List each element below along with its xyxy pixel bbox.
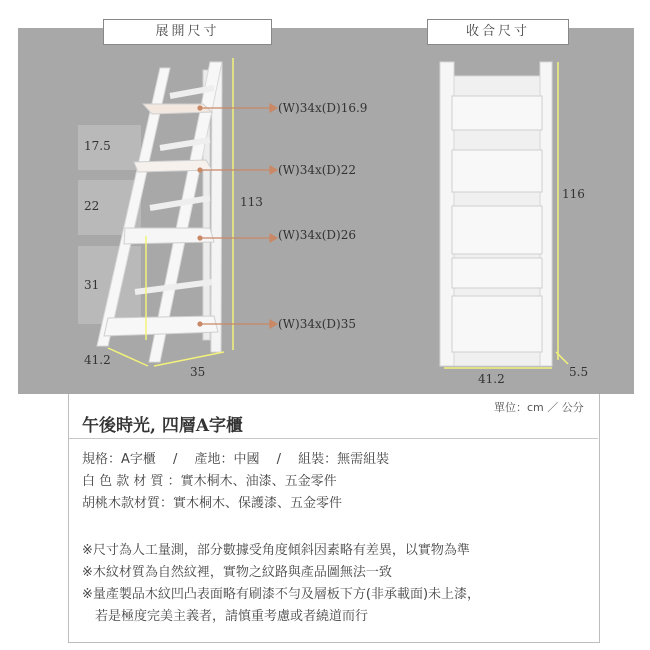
expanded-size-tab: 展開尺寸 [103, 19, 272, 45]
width-label: 35 [190, 365, 206, 379]
unit-note: 單位：cm ／ 公分 [494, 401, 584, 414]
gap-label-2: 22 [84, 199, 100, 213]
folded-size-tab: 收合尺寸 [427, 19, 569, 45]
folded-height-label: 116 [562, 187, 585, 201]
spec-line-3: 胡桃木款材質：實木桐木、保護漆、五金零件 [82, 496, 343, 511]
spec-line-1: 規格：A字櫃 / 產地：中國 / 組裝：無需組裝 [82, 452, 390, 467]
note-line-4: 若是極度完美主義者，請慎重考慮或者繞道而行 [82, 609, 369, 624]
folded-width-label: 41.2 [478, 372, 505, 386]
gap-label-1: 17.5 [84, 139, 111, 153]
note-line-3: ※量產製品木紋凹凸表面略有刷漆不勻及層板下方(非承載面)未上漆， [82, 587, 481, 602]
title-divider [69, 438, 598, 439]
expanded-shelf-illustration [97, 58, 277, 366]
gap-label-3: 31 [84, 278, 100, 292]
shelf-label-3: (W)34x(D)26 [278, 228, 356, 242]
note-line-2: ※木紋材質為自然紋裡，實物之紋路與產品圖無法一致 [82, 565, 392, 580]
shelf-label-1: (W)34x(D)16.9 [278, 101, 368, 115]
folded-shelf-illustration [440, 62, 568, 368]
spec-line-2: 白 色 款 材 質 ：實木桐木、油漆、五金零件 [82, 474, 337, 489]
shelf-label-4: (W)34x(D)35 [278, 317, 356, 331]
shelf-label-2: (W)34x(D)22 [278, 163, 356, 177]
folded-depth-label: 5.5 [569, 365, 589, 379]
height-label: 113 [240, 195, 263, 209]
depth-label: 41.2 [84, 353, 111, 367]
product-title: 午後時光, 四層A字櫃 [82, 416, 244, 436]
note-line-1: ※尺寸為人工量測，部分數據受角度傾斜因素略有差異，以實物為準 [82, 543, 470, 558]
